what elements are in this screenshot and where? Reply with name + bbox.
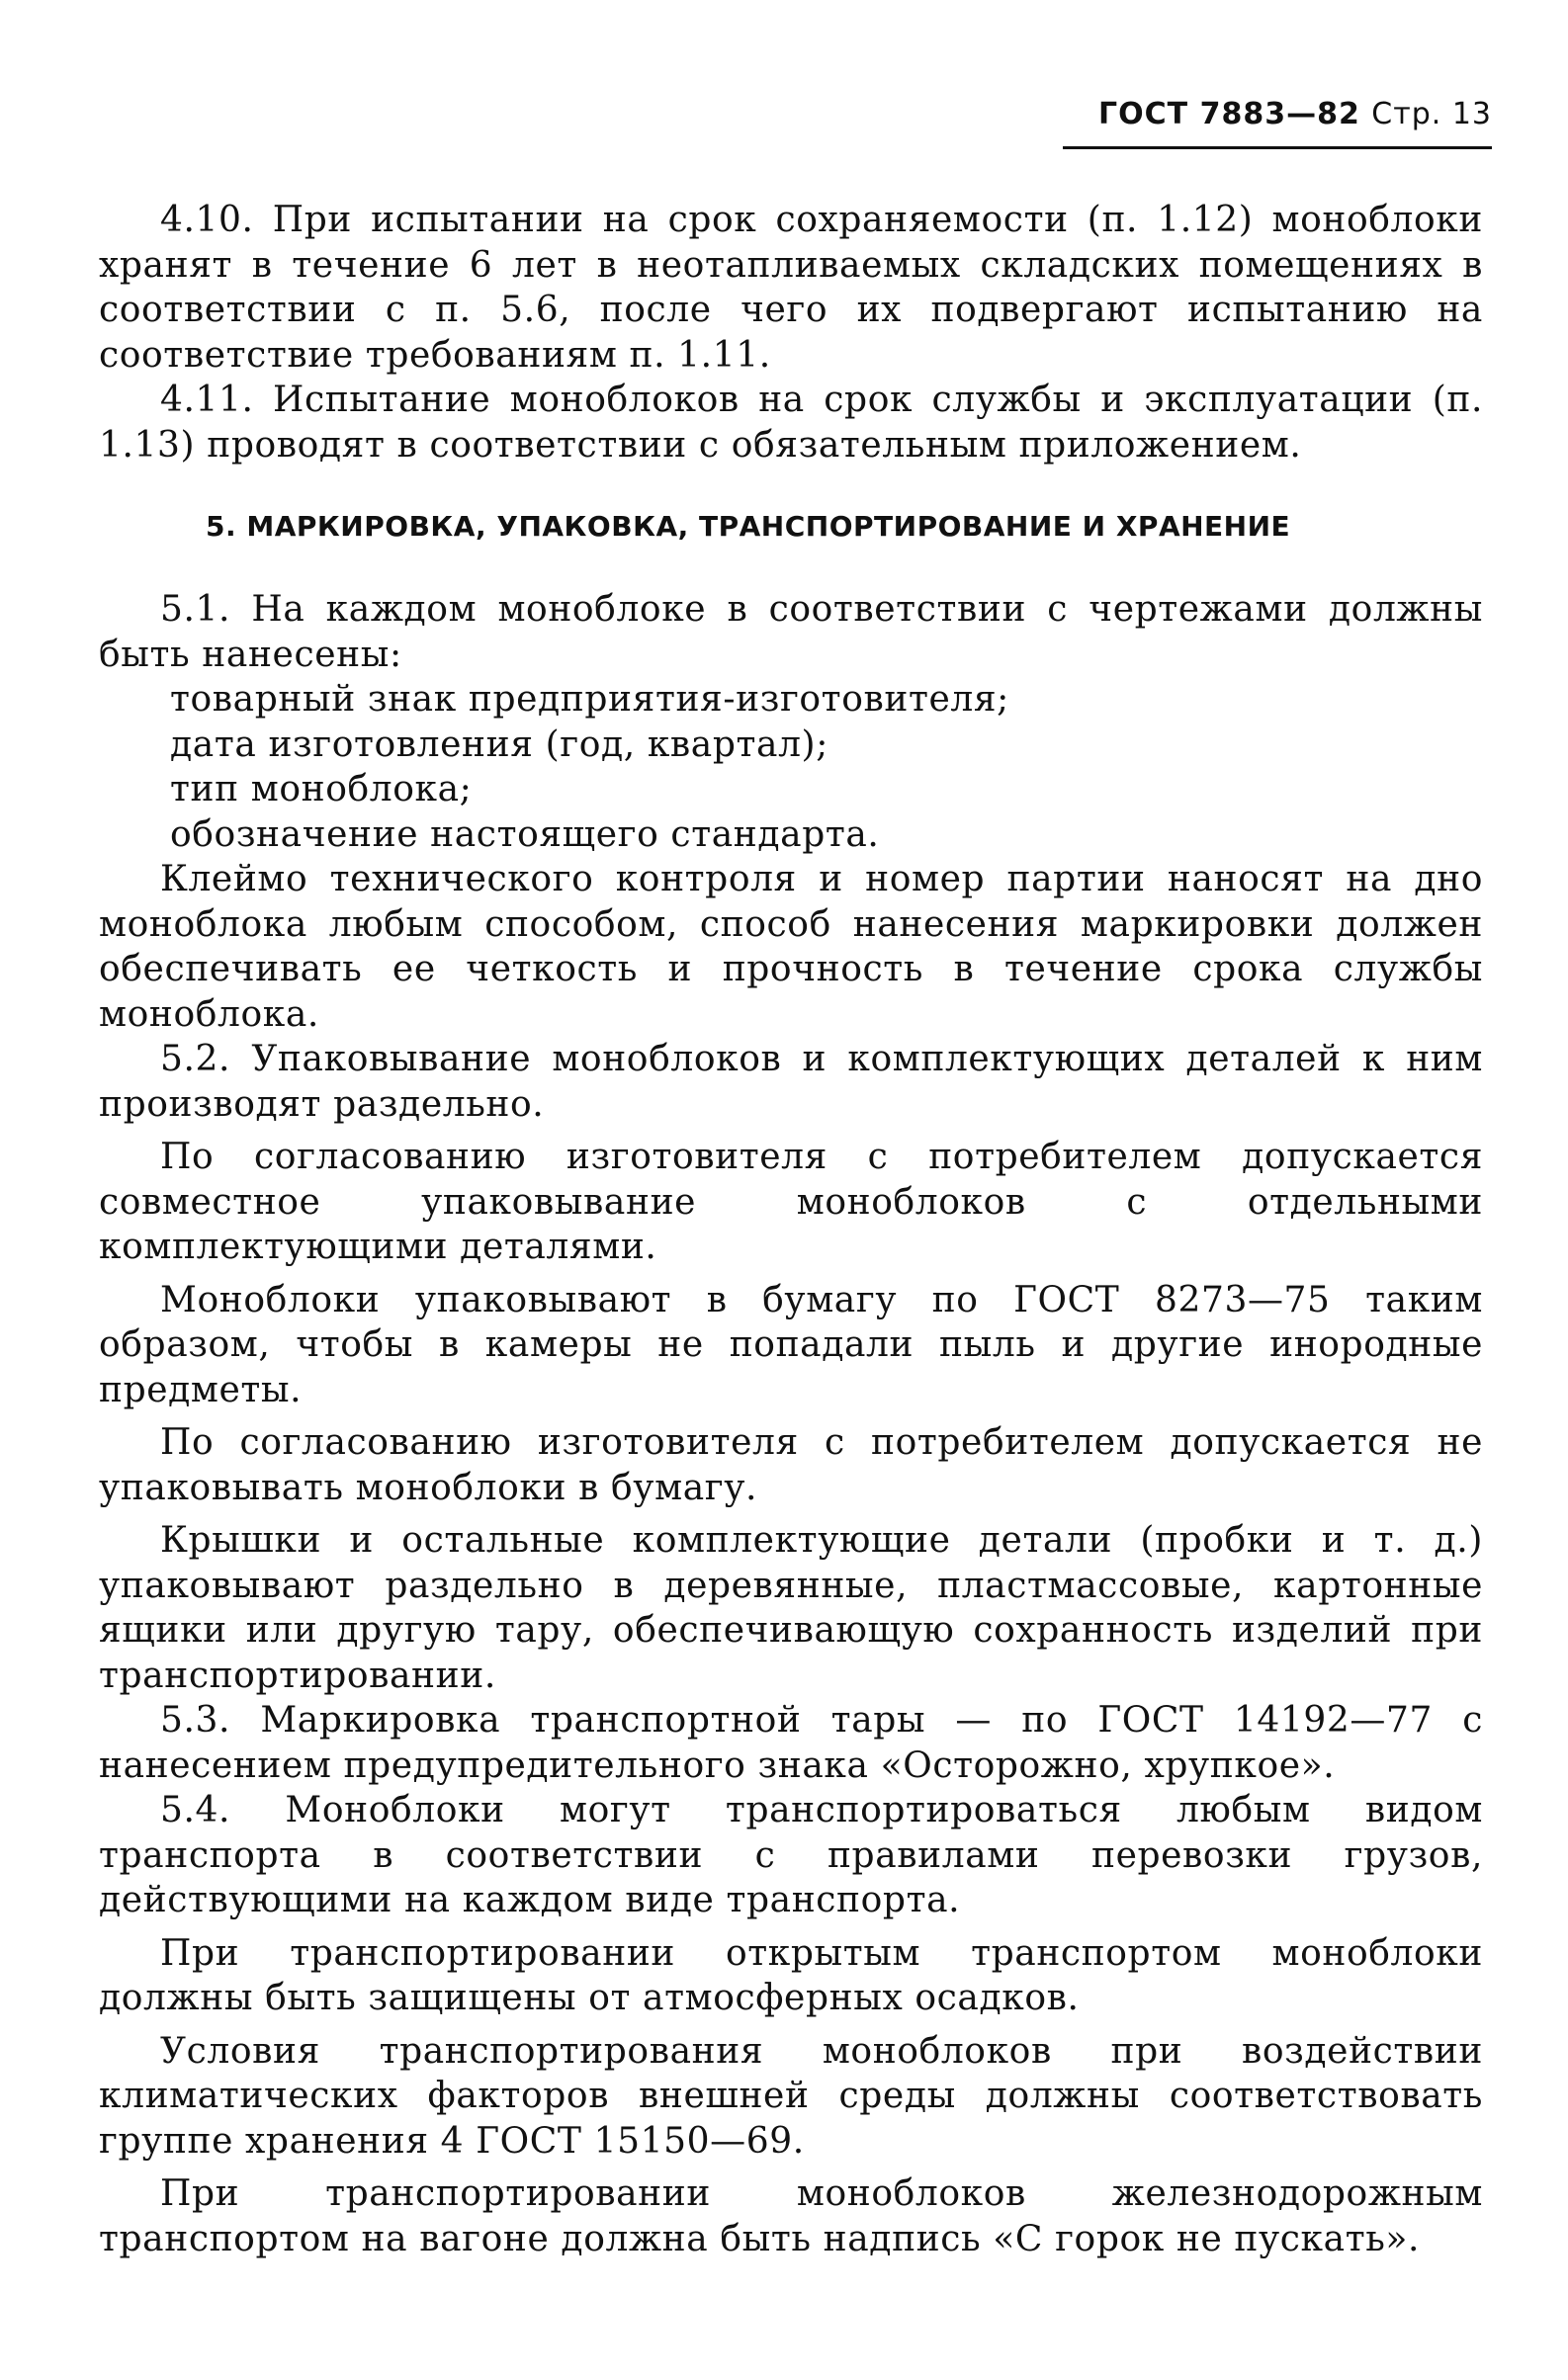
header-rule (1063, 146, 1492, 149)
paragraph-4-10: 4.10. При испытании на срок сохраняемости (п. 1.12) моноблоки хранят в течение 6 лет в неотапливаемых складских помещениях в соответствии с п. 5.6, после чего их подвергают испытанию на соответствие требованиям п. 1.11. (99, 200, 1483, 376)
paragraph-open-transport: При транспортировании открытым транспортом моноблоки должны быть защищены от атмосферных осадков. (99, 1932, 1483, 2018)
paragraph-5-1: 5.1. На каждом моноблоке в соответствии с чертежами должны быть нанесены: (99, 589, 1483, 675)
paragraph-rail: При транспортировании моноблоков железнодорожным транспортом на вагоне должна быть надпись «С горок не пускать». (99, 2173, 1483, 2259)
paragraph-4-11: 4.11. Испытание моноблоков на срок службы и эксплуатации (п. 1.13) проводят в соответствии с обязательным приложением. (99, 380, 1483, 466)
page-number: Стр. 13 (1371, 97, 1492, 131)
paragraph-5-3: 5.3. Маркировка транспортной тары — по ГОСТ 14192—77 с нанесением предупредительного знака «Осторожно, хрупкое». (99, 1700, 1483, 1786)
list-item: товарный знак предприятия-изготовителя; (170, 679, 1009, 720)
paragraph-stamp: Клеймо технического контроля и номер партии наносят на дно моноблока любым способом, способ нанесения маркировки должен обеспечивать ее четкость и прочность в течение срока службы моноблока. (99, 859, 1483, 1035)
paragraph-caps: Крышки и остальные комплектующие детали (пробки и т. д.) упаковывают раздельно в деревянные, пластмассовые, картонные ящики или другую тару, обеспечивающую сохранность изделий при транспортировании. (99, 1520, 1483, 1696)
paragraph-agreement-2: По согласованию изготовителя с потребителем допускается не упаковывать моноблоки в бумагу. (99, 1422, 1483, 1508)
list-item: тип моноблока; (170, 769, 473, 809)
paragraph-climate: Условия транспортирования моноблоков при воздействии климатических факторов внешней среды должны соответствовать группе хранения 4 ГОСТ 15150—69. (99, 2030, 1483, 2162)
document-body (99, 198, 1483, 2261)
page-header (1063, 95, 1492, 134)
paragraph-5-2: 5.2. Упаковывание моноблоков и комплектующих деталей к ним производят раздельно. (99, 1039, 1483, 1125)
standard-number: ГОСТ 7883—82 (1098, 97, 1360, 131)
list-item: дата изготовления (год, квартал); (170, 723, 828, 765)
paragraph-agreement-1: По согласованию изготовителя с потребителем допускается совместное упаковывание моноблоков с отдельными комплектующими деталями. (99, 1137, 1483, 1267)
paragraph-5-4: 5.4. Моноблоки могут транспортироваться любым видом транспорта в соответствии с правилами перевозки грузов, действующими на каждом виде транспорта. (99, 1790, 1483, 1920)
section-5-title: 5. МАРКИРОВКА, УПАКОВКА, ТРАНСПОРТИРОВАНИЕ И ХРАНЕНИЕ (206, 510, 1291, 543)
paragraph-paper-packing: Моноблоки упаковывают в бумагу по ГОСТ 8273—75 таким образом, чтобы в камеры не попадали пыль и другие инородные предметы. (99, 1279, 1483, 1410)
list-item: обозначение настоящего стандарта. (170, 813, 880, 855)
